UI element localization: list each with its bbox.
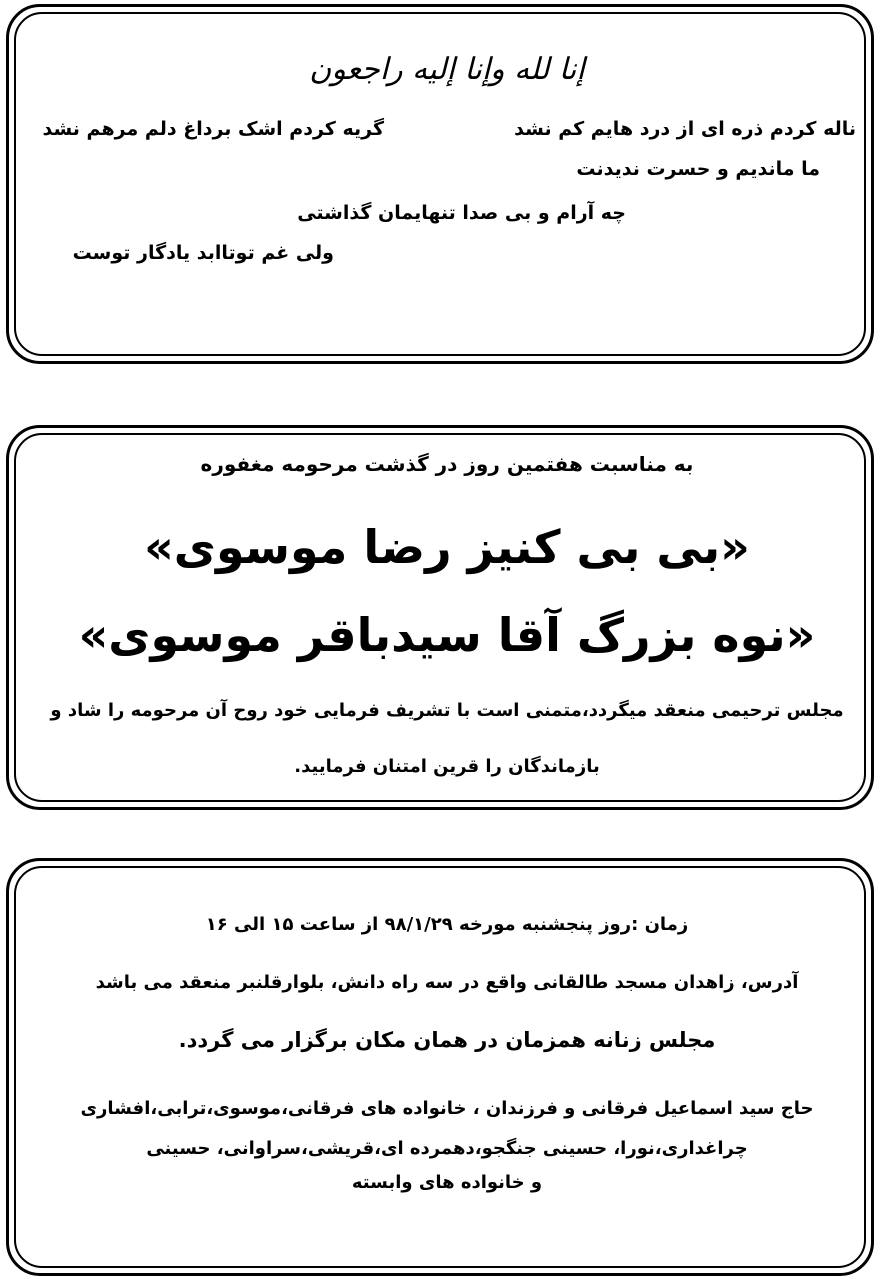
- deceased-lineage: «نوه بزرگ آقا سیدباقر موسوی»: [78, 608, 816, 662]
- ceremony-text-line-2: بازماندگان را قرین امتنان فرمایید.: [294, 756, 600, 777]
- poem-line-1-left: گریه کردم اشک برداغ دلم مرهم نشد: [42, 118, 384, 140]
- deceased-name: «بی بی کنیز رضا موسوی»: [144, 520, 750, 574]
- family-line-2: چراغداری،نورا، حسینی جنگجو،دهمرده ای،قریشی،سراوانی، حسینی: [146, 1138, 748, 1159]
- announcement-intro: به مناسبت هفتمین روز در گذشت مرحومه مغفوره: [200, 452, 694, 476]
- ceremony-text-line-1: مجلس ترحیمی منعقد میگردد،متمنی است با تشریف فرمایی خود روح آن مرحومه را شاد و: [50, 700, 844, 721]
- women-ceremony-note: مجلس زنانه همزمان در همان مکان برگزار می گردد.: [178, 1028, 716, 1052]
- poem-line-2: ما ماندیم و حسرت ندیدنت: [576, 158, 820, 180]
- family-line-1: حاج سید اسماعیل فرقانی و فرزندان ، خانواده های فرقانی،موسوی،ترابی،افشاری: [80, 1098, 814, 1119]
- ceremony-time: زمان :روز پنجشنبه مورخه ۹۸/۱/۲۹ از ساعت ۱۵ الی ۱۶: [205, 914, 689, 935]
- quran-verse-heading: إنا لله وإنا إليه راجعون: [309, 52, 585, 87]
- poem-line-3: چه آرام و بی صدا تنهایمان گذاشتی: [297, 202, 626, 224]
- ceremony-address: آدرس، زاهدان مسجد طالقانی واقع در سه راه دانش، بلوارقلنبر منعقد می باشد: [95, 972, 799, 993]
- poem-line-1-right: ناله کردم ذره ای از درد هایم کم نشد: [514, 118, 856, 140]
- poem-line-4: ولی غم توتاابد یادگار توست: [72, 242, 334, 264]
- family-line-3: و خانواده های وابسته: [351, 1172, 543, 1193]
